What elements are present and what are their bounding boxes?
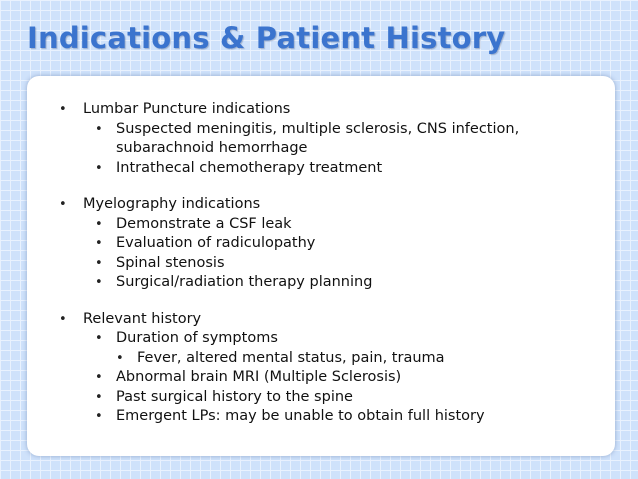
bullet-text: Fever, altered mental status, pain, trauma <box>137 349 445 366</box>
bullet-text: Demonstrate a CSF leak <box>116 215 292 232</box>
sub-bullet-item-suspected-meningitis <box>57 120 602 159</box>
bullet-text: Duration of symptoms <box>116 330 278 346</box>
sub-bullet-item-spinal-stenosis <box>57 254 602 274</box>
sub-bullet-item-abnormal-brain-mri <box>57 368 602 388</box>
bullet-glyph: • <box>95 121 103 137</box>
bullet-text: Relevant history <box>83 310 202 327</box>
bullet-glyph: • <box>95 409 103 424</box>
bullet-item-myelography-indications <box>57 195 602 215</box>
sub-bullet-item-radiculopathy <box>57 234 602 254</box>
sub-bullet-item-past-surgical-history <box>57 388 602 408</box>
bullet-glyph: • <box>95 236 103 251</box>
sub-bullet-item-emergent-lps <box>57 407 602 427</box>
sub-bullet-item-csf-leak <box>57 215 602 235</box>
slide-title: Indications & Patient History <box>27 21 506 55</box>
bullet-item-relevant-history <box>57 310 602 330</box>
bullet-glyph: • <box>59 197 67 212</box>
bullet-text: Past surgical history to the spine <box>116 388 353 405</box>
sub-sub-bullet-item-fever-altered-mental-status <box>57 349 602 369</box>
bullet-text: Evaluation of radiculopathy <box>116 235 316 251</box>
bullet-text: Emergent LPs: may be unable to obtain full history <box>116 408 485 424</box>
bullet-glyph: • <box>59 311 67 327</box>
content-panel <box>27 76 615 456</box>
bullet-text: Suspected meningitis, multiple sclerosis, CNS infection, subarachnoid hemorrhage <box>116 120 520 156</box>
sub-bullet-item-duration-of-symptoms <box>57 329 602 349</box>
bullet-glyph: • <box>59 102 67 117</box>
bullet-glyph: • <box>95 331 103 346</box>
bullet-text: Spinal stenosis <box>116 254 225 271</box>
bullet-text: Intrathecal chemotherapy treatment <box>116 159 383 176</box>
bullet-glyph: • <box>95 389 103 405</box>
bullet-glyph: • <box>95 160 103 176</box>
bullet-glyph: • <box>95 370 103 385</box>
bullet-glyph: • <box>95 255 103 271</box>
bullet-text: Surgical/radiation therapy planning <box>116 274 373 290</box>
sub-bullet-item-intrathecal-chemotherapy <box>57 159 602 179</box>
bullet-glyph: • <box>95 275 103 290</box>
bullet-item-lumbar-puncture-indications <box>57 100 602 120</box>
bullet-text: Myelography indications <box>83 196 261 212</box>
bullet-glyph: • <box>95 216 103 232</box>
sub-bullet-item-therapy-planning <box>57 273 602 293</box>
bullet-text: Lumbar Puncture indications <box>83 101 291 117</box>
bullet-list <box>57 100 602 427</box>
bullet-text: Abnormal brain MRI (Multiple Sclerosis) <box>116 369 402 385</box>
bullet-glyph: • <box>116 350 124 366</box>
